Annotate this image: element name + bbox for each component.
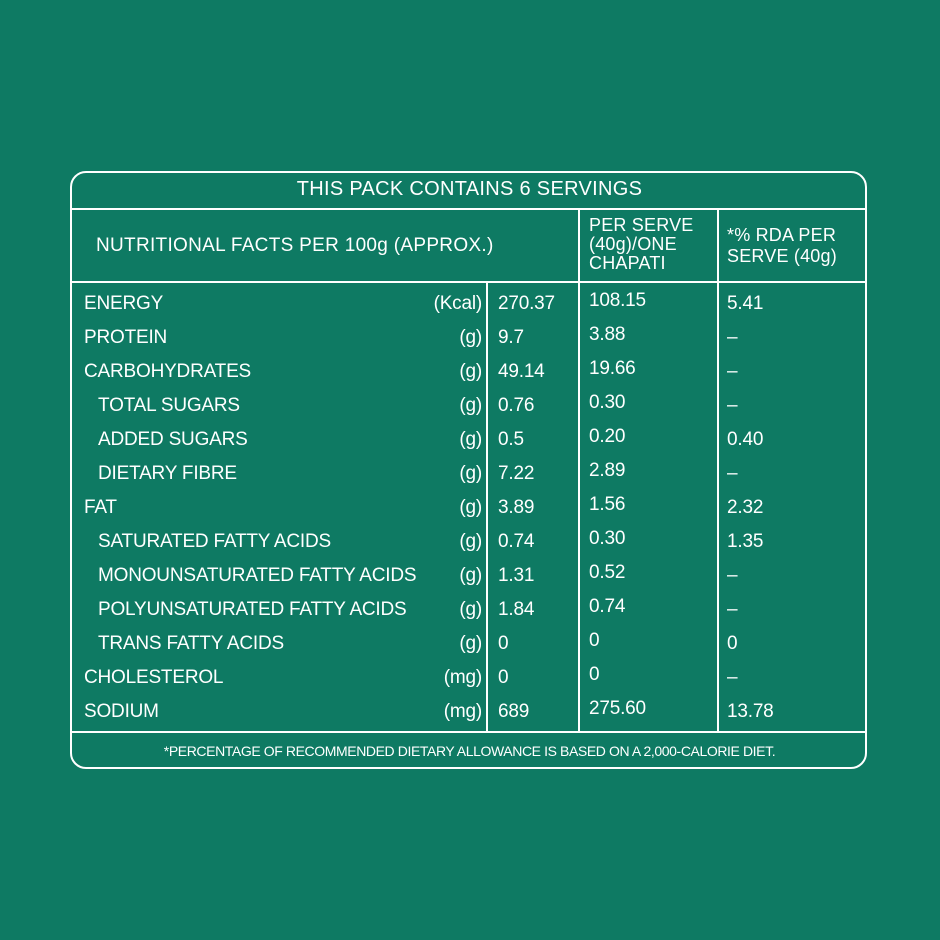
rule-below-title: [72, 208, 867, 210]
value-rda: –: [727, 667, 738, 688]
header-nutrition-label: NUTRITIONAL FACTS PER 100g (APPROX.): [96, 235, 494, 256]
nutrient-name: POLYUNSATURATED FATTY ACIDS: [98, 599, 407, 620]
value-rda: 1.35: [727, 531, 764, 552]
nutrient-name: CHOLESTEROL: [84, 667, 224, 688]
header-per-serve-3: CHAPATI: [589, 253, 666, 273]
header-per-serve-1: PER SERVE: [589, 215, 694, 235]
rule-col-per100: [486, 283, 488, 731]
value-per-100g: 689: [498, 701, 530, 722]
value-rda: –: [727, 565, 738, 586]
nutrient-unit: (g): [459, 327, 482, 348]
nutrient-unit: (g): [459, 395, 482, 416]
header-rda-1: *% RDA PER: [727, 225, 837, 245]
value-per-100g: 9.7: [498, 327, 524, 348]
nutrient-name: CARBOHYDRATES: [84, 361, 252, 382]
footnote: *PERCENTAGE OF RECOMMENDED DIETARY ALLOWANCE IS BASED ON A 2,000-CALORIE DIET.: [163, 743, 776, 759]
value-per-100g: 7.22: [498, 463, 535, 484]
nutrient-name: ADDED SUGARS: [98, 429, 248, 450]
value-rda: –: [727, 361, 738, 382]
nutrient-unit: (mg): [443, 701, 482, 722]
header-rda-2: SERVE (40g): [727, 246, 837, 266]
value-per-100g: 0: [498, 633, 509, 654]
nutrient-name: SODIUM: [84, 701, 159, 722]
servings-title: THIS PACK CONTAINS 6 SERVINGS: [296, 178, 643, 200]
nutrient-name: TOTAL SUGARS: [98, 395, 240, 416]
nutrient-name: TRANS FATTY ACIDS: [98, 633, 284, 654]
nutrient-unit: (Kcal): [433, 293, 482, 314]
nutrient-name: MONOUNSATURATED FATTY ACIDS: [98, 565, 417, 586]
value-rda: 0.40: [727, 429, 764, 450]
rule-col-serve: [578, 208, 580, 731]
nutrient-unit: (g): [459, 463, 482, 484]
nutrient-name: FAT: [84, 497, 117, 518]
value-per-100g: 3.89: [498, 497, 535, 518]
value-per-serve: 0.74: [589, 596, 626, 617]
nutrient-unit: (g): [459, 565, 482, 586]
rule-below-header: [72, 281, 867, 283]
value-per-serve: 1.56: [589, 494, 626, 515]
value-per-serve: 3.88: [589, 324, 626, 345]
value-per-serve: 0.30: [589, 392, 626, 413]
value-per-100g: 1.84: [498, 599, 535, 620]
value-per-serve: 0.52: [589, 562, 626, 583]
nutrient-name: DIETARY FIBRE: [98, 463, 237, 484]
nutrition-facts-panel: [70, 171, 867, 769]
value-per-100g: 0.5: [498, 429, 524, 450]
value-per-serve: 0: [589, 664, 600, 685]
value-per-serve: 0.30: [589, 528, 626, 549]
value-per-100g: 0.76: [498, 395, 535, 416]
value-per-100g: 270.37: [498, 293, 555, 314]
rule-above-footnote: [72, 731, 867, 733]
nutrient-unit: (mg): [443, 667, 482, 688]
nutrient-unit: (g): [459, 599, 482, 620]
rule-col-rda: [717, 208, 719, 731]
nutrient-name: PROTEIN: [84, 327, 168, 348]
value-per-serve: 275.60: [589, 698, 646, 719]
value-per-100g: 0: [498, 667, 509, 688]
value-rda: 13.78: [727, 701, 774, 722]
value-rda: –: [727, 599, 738, 620]
value-per-serve: 2.89: [589, 460, 626, 481]
value-rda: –: [727, 395, 738, 416]
value-per-100g: 0.74: [498, 531, 535, 552]
value-rda: –: [727, 327, 738, 348]
nutrient-unit: (g): [459, 361, 482, 382]
header-per-serve-2: (40g)/ONE: [589, 234, 677, 254]
value-rda: 0: [727, 633, 738, 654]
value-rda: 2.32: [727, 497, 764, 518]
nutrient-unit: (g): [459, 531, 482, 552]
value-per-100g: 1.31: [498, 565, 535, 586]
nutrient-name: SATURATED FATTY ACIDS: [98, 531, 331, 552]
value-per-serve: 108.15: [589, 290, 646, 311]
value-rda: –: [727, 463, 738, 484]
value-per-serve: 0.20: [589, 426, 626, 447]
value-per-100g: 49.14: [498, 361, 545, 382]
nutrient-name: ENERGY: [84, 293, 164, 314]
nutrient-unit: (g): [459, 429, 482, 450]
value-per-serve: 19.66: [589, 358, 636, 379]
value-rda: 5.41: [727, 293, 764, 314]
nutrient-unit: (g): [459, 633, 482, 654]
nutrient-unit: (g): [459, 497, 482, 518]
value-per-serve: 0: [589, 630, 600, 651]
